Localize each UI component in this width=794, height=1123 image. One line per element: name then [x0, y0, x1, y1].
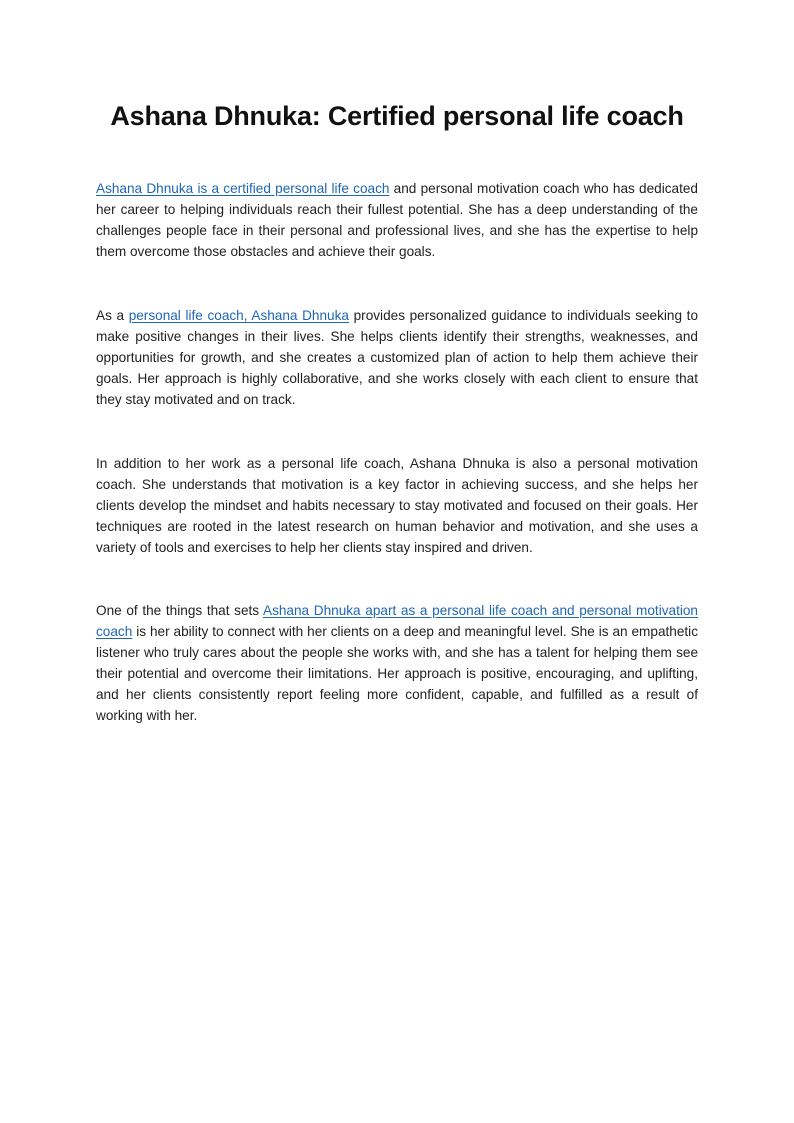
paragraph-1	[96, 178, 698, 262]
paragraph-2-lead: As a	[96, 308, 129, 323]
paragraph-3: In addition to her work as a personal life coach, Ashana Dhnuka is also a personal motivation coach. She understands that motivation is a key factor in achieving success, and she helps her clients develop the mindset and habits necessary to stay motivated and focused on their goals. Her techniques are rooted in the latest research on human behavior and motivation, and she uses a variety of tools and exercises to help her clients stay inspired and driven.	[96, 456, 698, 555]
paragraph-2-text: provides personalized guidance to individuals seeking to make positive changes in their lives. She helps clients identify their strengths, weaknesses, and opportunities for growth, and she creates a customized plan of action to help them achieve their goals. Her approach is highly collaborative, and she works closely with each client to ensure that they stay motivated and on track.	[96, 308, 699, 407]
paragraph-1-text: and personal motivation coach who has dedicated her career to helping individuals reach their fullest potential. She has a deep understanding of the challenges people face in their personal and professional lives, and she has the expertise to help them overcome those obstacles and achieve their goals.	[96, 181, 698, 259]
personal-life-coach-link[interactable]: personal life coach, Ashana Dhnuka	[128, 308, 349, 323]
paragraph-2	[96, 305, 698, 410]
motivation-coach-link[interactable]: Ashana Dhnuka apart as a personal life coach and personal motivation coach	[96, 603, 698, 639]
paragraph-4	[96, 600, 698, 726]
paragraph-4-lead: One of the things that sets	[96, 603, 263, 618]
certified-coach-link[interactable]: Ashana Dhnuka is a certified personal life coach	[96, 181, 390, 196]
paragraph-4-text: is her ability to connect with her clients on a deep and meaningful level. She is an empathetic listener who truly cares about the people she works with, and she has a talent for helping them see their potential and overcome their limitations. Her approach is positive, encouraging, and uplifting, and her clients consistently report feeling more confident, capable, and fulfilled as a result of working with her.	[96, 624, 698, 723]
document-title: Ashana Dhnuka: Certified personal life coach	[110, 101, 684, 131]
